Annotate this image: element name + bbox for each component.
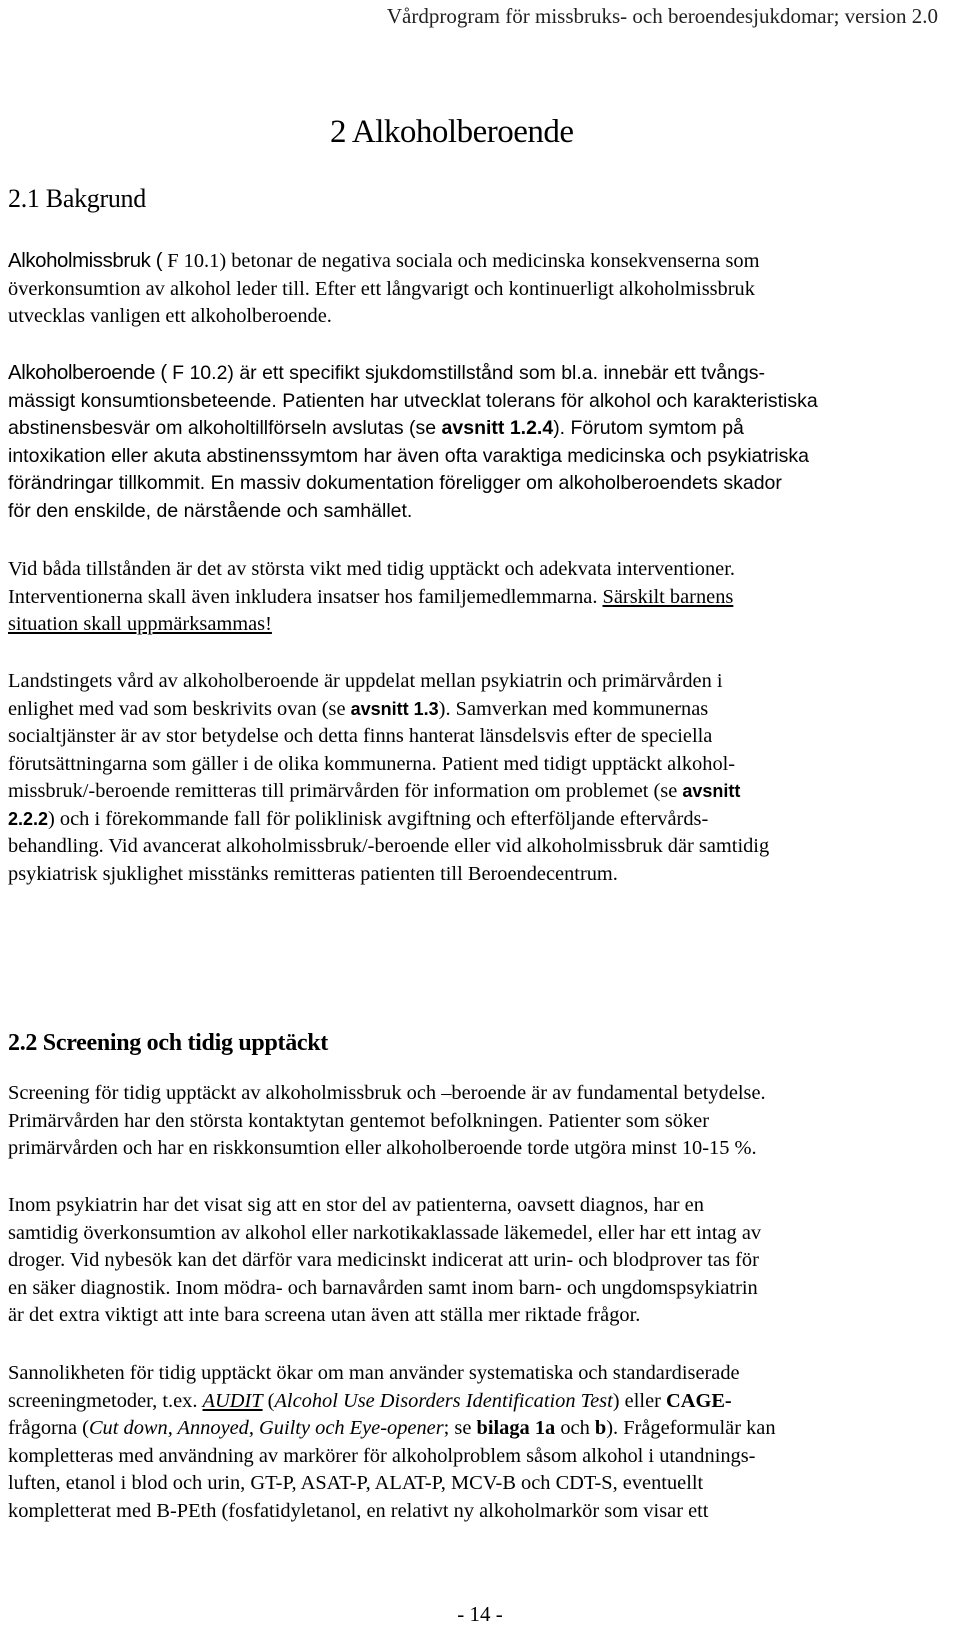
appendix-reference-link[interactable]: b — [594, 1417, 607, 1439]
text-line — [8, 1415, 943, 1443]
page-number: - 14 - — [457, 1602, 503, 1626]
text-line: överkonsumtion av alkohol leder till. Efter ett långvarigt och kontinuerligt alkoholmissbruk — [8, 277, 755, 300]
section-reference-link[interactable]: avsnitt 1.2.4 — [441, 417, 554, 439]
chapter-title: 2 Alkoholberoende — [330, 114, 574, 150]
text-span: ). Frågeformulär kan — [606, 1417, 776, 1439]
text-line — [8, 778, 943, 806]
paragraph-landstingets-vard — [8, 668, 943, 888]
text-line — [8, 415, 943, 443]
text-line — [8, 806, 943, 834]
text-line: kompletterat med B-PEth (fosfatidyletanol, en relativt ny alkoholmarkör som visar ett — [8, 1499, 709, 1522]
section-reference-link[interactable]: 2.2.2 — [8, 808, 49, 829]
text-span: ) och i förekommande fall för poliklinisk avgiftning och efterföljande eftervårds- — [48, 807, 709, 830]
section-title-bakgrund: 2.1 Bakgrund — [8, 184, 146, 213]
text-span: frågorna ( — [8, 1417, 89, 1439]
running-header: Vårdprogram för missbruks- och beroendesjukdomar; version 2.0 — [386, 4, 938, 28]
text-span: missbruk/-beroende remitteras till primärvården för information om problemet (se — [8, 780, 683, 802]
text-line: Screening för tidig upptäckt av alkoholmissbruk och –beroende är av fundamental betydelse. — [8, 1082, 766, 1104]
cage-full-name: Cut down, Annoyed, Guilty och Eye-opener — [88, 1417, 444, 1439]
text-line: förändringar tillkommit. En massiv dokumentation föreligger om alkoholberoendets skador — [8, 472, 782, 494]
text-span: ( — [262, 1389, 275, 1412]
section-title-screening: 2.2 Screening och tidig upptäckt — [8, 1030, 328, 1056]
term-alkoholmissbruk: Alkoholmissbruk ( — [8, 250, 163, 272]
text-line: Vid båda tillstånden är det av största vikt med tidig upptäckt och adekvata interventioner. — [8, 558, 735, 580]
text-line: en säker diagnostik. Inom mödra- och barnavården samt inom barn- och ungdomspsykiatrin — [8, 1276, 758, 1299]
text-span: ; se — [443, 1417, 477, 1439]
text-span: abstinensbesvär om alkoholtillförseln avslutas (se — [8, 417, 442, 439]
text-span: ) eller — [612, 1389, 667, 1412]
text-line: Primärvården har den största kontaktytan gentemot befolkningen. Patienter som söker — [8, 1109, 710, 1132]
text-line: samtidig överkonsumtion av alkohol eller narkotikaklassade läkemedel, eller har ett intag av — [8, 1221, 762, 1244]
section-reference-link[interactable]: avsnitt — [682, 781, 741, 801]
text-line: mässigt konsumtionsbeteende. Patienten har utvecklat tolerans för alkohol och karakteristiska — [8, 389, 818, 412]
text-line: behandling. Vid avancerat alkoholmissbruk/-beroende eller vid alkoholmissbruk där samtidig — [8, 835, 770, 857]
text-line: förutsättningarna som gäller i de olika kommunerna. Patient med tidigt upptäckt alkohol- — [8, 752, 736, 775]
text-span: F 10.1) betonar de negativa sociala och medicinska konsekvenserna som — [162, 250, 760, 272]
text-line: socialtjänster är av stor betydelse och detta finns hanterat länsdelsvis efter de speciella — [8, 725, 713, 747]
text-span: enlighet med vad som beskrivits ovan (se — [8, 697, 351, 720]
audit-reference-link[interactable]: AUDIT — [202, 1389, 263, 1412]
text-span: ). Förutom symtom på — [553, 417, 744, 439]
text-line: Landstingets vård av alkoholberoende är uppdelat mellan psykiatrin och primärvården i — [8, 670, 723, 692]
text-line — [8, 360, 943, 388]
text-span: ). Samverkan med kommunernas — [438, 697, 709, 720]
text-line: är det extra viktigt att inte bara screena utan även att ställa mer riktade frågor. — [8, 1304, 641, 1326]
text-line: Sannolikheten för tidig upptäckt ökar om man använder systematiska och standardiserade — [8, 1362, 740, 1384]
text-line: utvecklas vanligen ett alkoholberoende. — [8, 305, 332, 327]
paragraph-screening — [8, 1080, 943, 1163]
paragraph-sannolikheten — [8, 1360, 943, 1525]
section-reference-link[interactable]: avsnitt 1.3 — [350, 698, 439, 719]
emphasis-underlined: Särskilt barnens — [602, 585, 734, 608]
text-line — [8, 1388, 943, 1416]
text-line: primärvården och har en riskkonsumtion eller alkoholberoende torde utgöra minst 10-15 %. — [8, 1137, 757, 1159]
text-span: F 10.2) är ett specifikt sjukdomstillstånd som bl.a. innebär ett tvångs- — [166, 362, 765, 384]
text-line: kompletteras med användning av markörer för alkoholproblem såsom alkohol i utandnings- — [8, 1444, 756, 1467]
text-span: Interventionerna skall även inkludera insatser hos familjemedlemmarna. — [8, 585, 603, 608]
text-line: droger. Vid nybesök kan det därför vara medicinskt indicerat att urin- och blodprover tas för — [8, 1249, 759, 1271]
text-line — [8, 696, 943, 724]
paragraph-alkoholmissbruk — [8, 248, 943, 331]
text-line: för den enskilde, de närstående och samhället. — [8, 499, 413, 522]
text-line — [8, 584, 943, 612]
audit-full-name: Alcohol Use Disorders Identification Test — [274, 1389, 613, 1412]
text-line: intoxikation eller akuta abstinenssymtom har även ofta varaktiga medicinska och psykiatriska — [8, 444, 809, 467]
text-line — [8, 248, 943, 276]
appendix-reference-link[interactable]: bilaga 1a — [476, 1417, 556, 1439]
text-span: och — [555, 1417, 595, 1439]
emphasis-underlined: situation skall uppmärksammas! — [8, 613, 272, 635]
term-alkoholberoende: Alkoholberoende ( — [8, 362, 167, 384]
text-line: psykiatrisk sjuklighet misstänks remitteras patienten till Beroendecentrum. — [8, 862, 618, 885]
text-span: screeningmetoder, t.ex. — [8, 1389, 203, 1412]
paragraph-psykiatrin — [8, 1192, 943, 1330]
paragraph-interventioner — [8, 556, 943, 639]
text-line: Inom psykiatrin har det visat sig att en stor del av patienterna, oavsett diagnos, har en — [8, 1194, 704, 1216]
cage-term: CAGE- — [666, 1389, 732, 1412]
text-line: luften, etanol i blod och urin, GT-P, ASAT-P, ALAT-P, MCV-B och CDT-S, eventuellt — [8, 1472, 704, 1494]
paragraph-alkoholberoende — [8, 360, 943, 525]
